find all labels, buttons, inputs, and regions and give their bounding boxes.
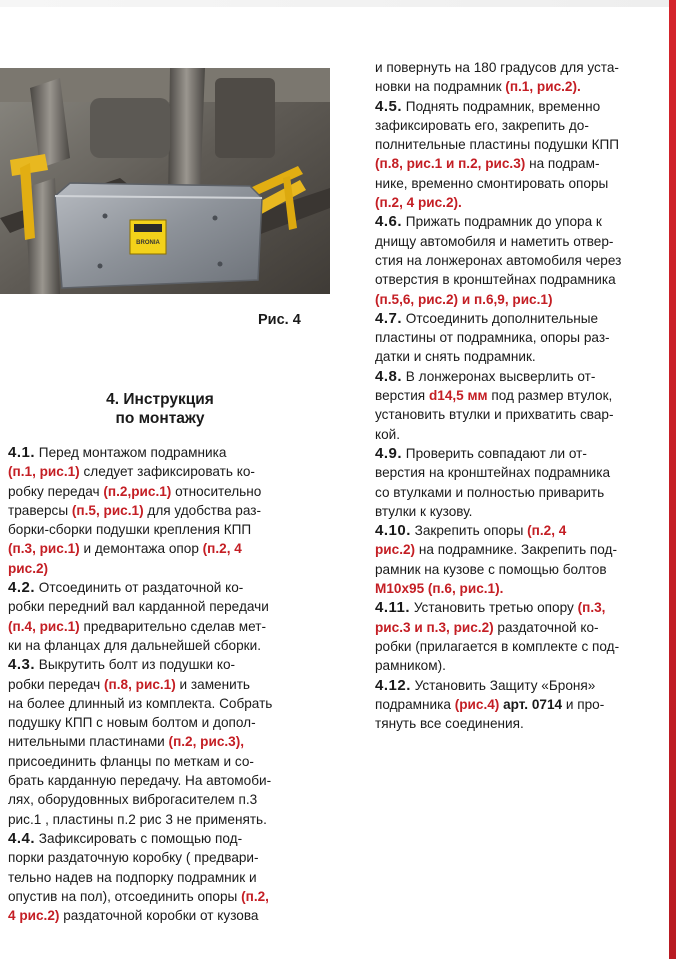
step-number: 4.9. [375, 444, 403, 462]
text-segment: рамник на кузове с помощью болтов [375, 561, 607, 577]
text-segment: кой. [375, 426, 401, 442]
figure-reference: (п.2,рис.1) [103, 483, 172, 499]
text-segment: брать карданную передачу. На автомоби- [8, 773, 272, 789]
text-line [375, 309, 665, 328]
text-segment: Закрепить опоры [410, 523, 528, 539]
text-line [8, 578, 304, 597]
text-segment: борки-сборки подушки крепления КПП [8, 522, 252, 538]
figure-reference: рис.2) [8, 560, 49, 576]
text-segment: тянуть все соединения. [375, 716, 524, 732]
text-segment: втулки к кузову. [375, 503, 473, 519]
text-segment: Проверить совпадают ли от- [402, 445, 587, 461]
text-line [375, 212, 665, 231]
section-title-line: 4. Инструкция [106, 391, 214, 408]
figure-reference: (п.2, 4 [527, 523, 567, 539]
figure-reference: (п.2, 4 [202, 541, 242, 557]
text-segment: зафиксировать его, закрепить до- [375, 117, 589, 133]
text-line [375, 618, 665, 637]
text-segment: тельно надев на подпорку подрамник и [8, 869, 257, 885]
transfer-case [215, 78, 275, 158]
step-number: 4.1. [8, 444, 36, 461]
text-segment: Прижать подрамник до упора к [402, 214, 602, 230]
drive-shaft [168, 68, 205, 198]
text-line [375, 251, 665, 270]
step-number: 4.3. [8, 656, 36, 674]
text-segment: подрамника [375, 696, 455, 712]
text-line [375, 328, 665, 347]
text-segment: и заменить [175, 676, 251, 692]
text-segment: Перед монтажом подрамника [35, 445, 227, 460]
figure-reference: (рис.4) [454, 696, 500, 712]
text-segment: лях, оборудовнных виброгасителем п.3 [8, 792, 258, 808]
text-line [8, 752, 304, 771]
figure-reference: (п.1, рис.1) [8, 464, 80, 480]
step-number: 4.10. [375, 522, 411, 540]
text-segment: робки передач [8, 676, 105, 692]
text-segment: и демонтажа опор [79, 541, 203, 557]
article-number: арт. 0714 [503, 696, 563, 712]
text-segment: рамником). [375, 658, 446, 674]
text-segment: опустив на пол), отсоединить опоры [8, 888, 242, 904]
text-line [8, 443, 304, 462]
text-line [375, 540, 665, 559]
text-line [8, 462, 304, 481]
text-segment: присоединить фланцы по меткам и со- [8, 753, 254, 769]
text-line [8, 732, 304, 751]
text-segment: верстия на кронштейнах подрамника [375, 465, 611, 481]
text-line [375, 367, 665, 386]
text-segment: и про- [562, 696, 605, 712]
text-segment: ки на фланцах для дальнейшей сборки. [8, 637, 261, 653]
text-segment: робку передач [8, 483, 104, 499]
text-line [375, 656, 665, 675]
figure-reference: d14,5 мм [428, 388, 488, 404]
red-edge-bar [669, 0, 676, 959]
text-line [8, 887, 304, 906]
figure-reference: (п.5,6, рис.2) и п.6,9, рис.1) [375, 291, 553, 307]
text-segment: Установить Защиту «Броня» [410, 677, 596, 693]
figure-reference: (п.5, рис.1) [71, 502, 144, 518]
figure-reference: (п.2, 4 рис.2). [375, 195, 462, 211]
text-segment: Отсоединить дополнительные [402, 310, 599, 326]
text-line [375, 58, 665, 77]
step-number: 4.8. [375, 367, 403, 385]
text-segment: предварительно сделав мет- [79, 618, 266, 634]
text-line [375, 463, 665, 482]
skid-plate-bolt [218, 262, 223, 267]
text-segment: новки на подрамник [375, 79, 506, 95]
text-segment: нике, временно смонтировать опоры [375, 175, 609, 191]
step-number: 4.11. [375, 599, 411, 617]
text-segment: порки раздаточную коробку ( предвари- [8, 850, 259, 866]
text-segment: Установить третью опору [410, 600, 578, 616]
text-segment: рис.1 , пластины п.2 рис 3 не применять. [8, 811, 267, 827]
instructions-left-column [8, 443, 304, 925]
text-line [8, 790, 304, 809]
text-line [375, 598, 665, 617]
text-segment: под размер втулок, [487, 388, 613, 404]
text-line [375, 425, 665, 444]
figure-reference: (п.4, рис.1) [8, 618, 80, 634]
text-line [375, 695, 665, 714]
text-line [375, 386, 665, 405]
step-number: 4.4. [8, 829, 36, 847]
figure-reference: рис.3 и п.3, рис.2) [375, 619, 494, 635]
text-segment: робки передний вал карданной передачи [8, 599, 269, 615]
text-line [375, 77, 665, 96]
text-line [375, 405, 665, 424]
step-number: 4.6. [375, 213, 403, 231]
text-segment: отверстия в кронштейнах подрамника [375, 272, 616, 288]
text-line [375, 116, 665, 135]
text-line [375, 97, 665, 116]
text-segment: Отсоединить от раздаточной ко- [35, 580, 244, 596]
figure-caption: Рис. 4 [258, 312, 301, 328]
text-line [8, 906, 304, 925]
text-line [8, 559, 304, 578]
section-title [40, 390, 280, 428]
text-segment: раздаточной коробки от кузова [59, 908, 259, 924]
text-segment: на подрам- [525, 156, 600, 172]
figure-reference: (п.1, рис.2). [505, 79, 581, 95]
text-segment: траверсы [8, 502, 72, 518]
step-number: 4.2. [8, 579, 36, 597]
text-segment: раздаточной ко- [493, 619, 599, 635]
text-segment: полнительные пластины подушки КПП [375, 137, 620, 153]
text-line [375, 502, 665, 521]
figure-reference: рис.2) [375, 542, 416, 558]
text-segment: относительно [171, 483, 262, 499]
svg-text:BRONIA: BRONIA [136, 240, 160, 246]
text-segment: В лонжеронах высверлить от- [402, 368, 596, 384]
text-line [375, 270, 665, 289]
step-number: 4.7. [375, 309, 403, 327]
skid-plate-bolt [213, 216, 218, 221]
text-segment: и повернуть на 180 градусов для уста- [375, 60, 619, 75]
figure-photo [0, 68, 330, 294]
text-line [375, 232, 665, 251]
text-line [8, 694, 304, 713]
text-segment: подушку КПП с новым болтом и допол- [8, 715, 256, 731]
text-line [8, 829, 304, 848]
gearbox-housing [90, 98, 170, 158]
step-number: 4.5. [375, 97, 403, 115]
text-line [8, 713, 304, 732]
text-line [375, 483, 665, 502]
text-line [375, 154, 665, 173]
text-line [8, 655, 304, 674]
text-line [375, 174, 665, 193]
figure-reference: 4 рис.2) [8, 908, 60, 924]
text-segment: датки и снять подрамник. [375, 349, 536, 365]
text-line [375, 676, 665, 695]
text-line [8, 501, 304, 520]
instructions-right-column [375, 58, 665, 733]
text-segment: Зафиксировать с помощью под- [35, 830, 243, 846]
top-bar [0, 0, 676, 7]
text-segment: Выкрутить болт из подушки ко- [35, 657, 236, 673]
text-line [8, 520, 304, 539]
text-segment: на более длинный из комплекта. Собрать [8, 695, 273, 711]
text-segment: со втулками и полностью приварить [375, 484, 605, 500]
text-line [8, 810, 304, 829]
text-line [375, 579, 665, 598]
text-segment: пластины от подрамника, опоры раз- [375, 330, 610, 346]
text-line [375, 637, 665, 656]
text-line [375, 521, 665, 540]
figure-reference: М10х95 (п.6, рис.1). [375, 581, 504, 597]
text-segment: Поднять подрамник, временно [402, 98, 601, 114]
text-line [375, 347, 665, 366]
text-segment: нительными пластинами [8, 734, 169, 750]
text-line [8, 771, 304, 790]
figure-reference: (п.3, рис.1) [8, 541, 80, 557]
text-segment: следует зафиксировать ко- [79, 464, 255, 480]
text-line [375, 560, 665, 579]
figure-reference: (п.2, рис.3), [168, 734, 245, 750]
text-line [8, 675, 304, 694]
text-line [375, 290, 665, 309]
text-segment: робки (прилагается в комплекте с под- [375, 638, 620, 654]
text-segment: установить втулки и прихватить свар- [375, 407, 614, 423]
text-line [375, 444, 665, 463]
product-label-sticker [130, 220, 166, 254]
skid-plate-bolt [98, 264, 103, 269]
section-title-line: по монтажу [115, 410, 205, 427]
figure-reference: (п.8, рис.1) [104, 676, 176, 692]
text-line [375, 714, 665, 733]
text-line [375, 135, 665, 154]
text-line [8, 868, 304, 887]
skid-plate-bolt [103, 214, 108, 219]
figure-reference: (п.3, [577, 600, 606, 616]
text-segment: на подрамнике. Закрепить под- [415, 542, 618, 558]
text-segment: верстия [375, 388, 429, 404]
text-segment: стия на лонжеронах автомобиля через [375, 252, 622, 268]
text-line [375, 193, 665, 212]
step-number: 4.12. [375, 676, 411, 694]
text-line [8, 539, 304, 558]
text-line [8, 636, 304, 655]
text-line [8, 848, 304, 867]
text-line [8, 597, 304, 616]
text-line [8, 482, 304, 501]
text-segment: для удобства раз- [143, 502, 262, 518]
text-line [8, 617, 304, 636]
text-segment: днищу автомобиля и наметить отвер- [375, 233, 614, 249]
figure-reference: (п.2, [241, 888, 269, 904]
figure-reference: (п.8, рис.1 и п.2, рис.3) [375, 156, 526, 172]
